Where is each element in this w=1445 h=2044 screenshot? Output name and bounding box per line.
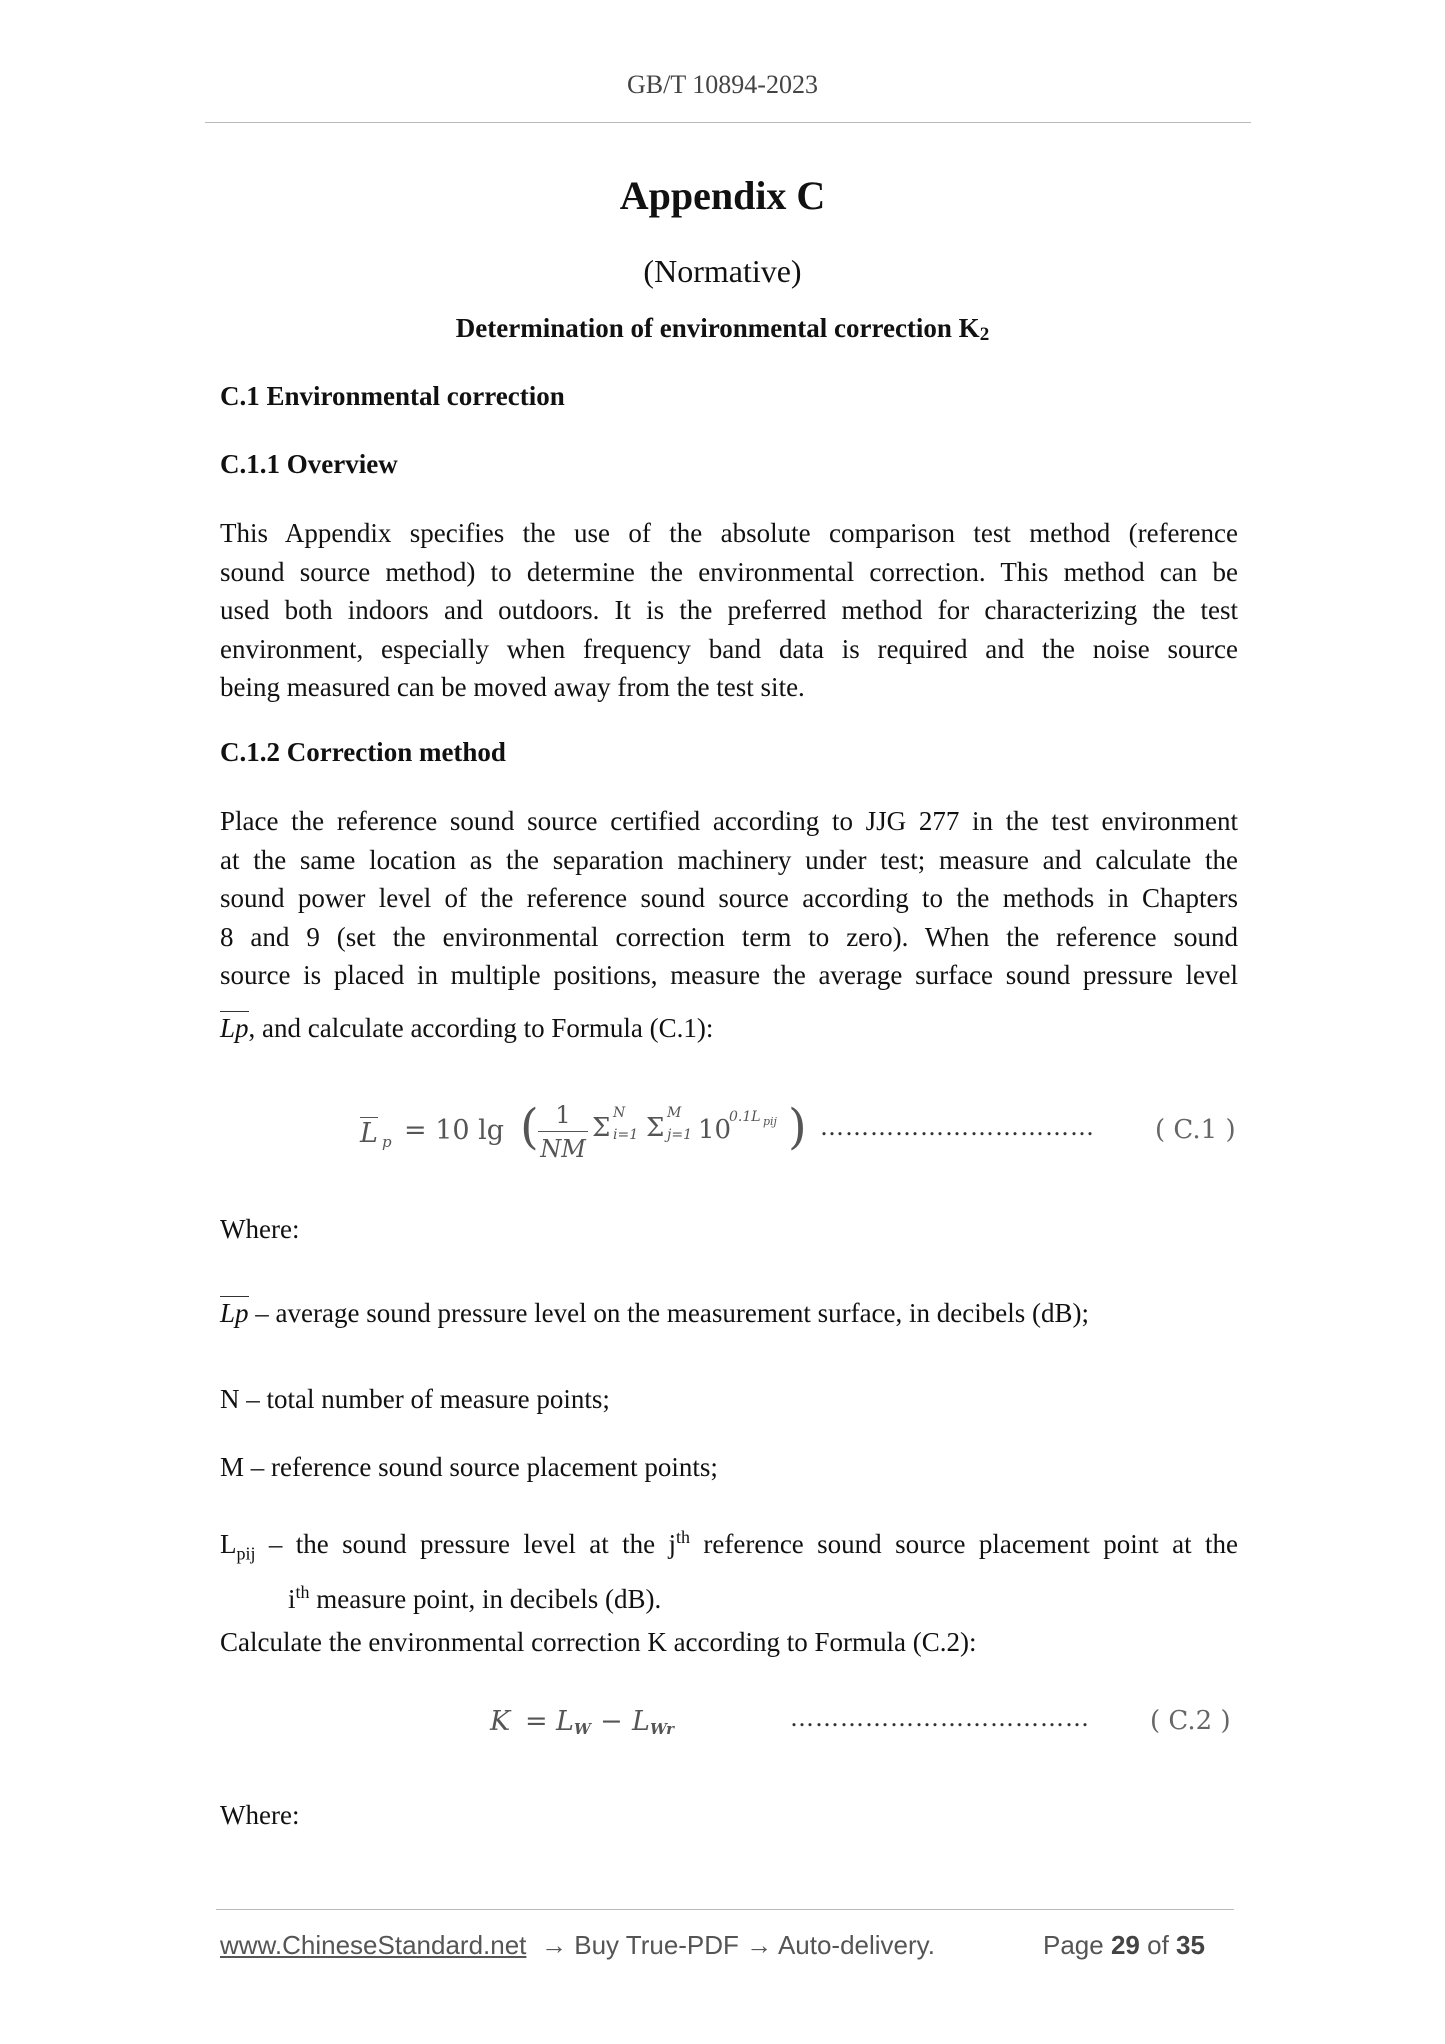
where-label-1: Where:: [220, 1214, 300, 1244]
footer-divider: [216, 1909, 1234, 1910]
header-standard-code: GB/T 10894-2023: [627, 70, 818, 99]
lp-mean-symbol: Lp: [220, 1013, 249, 1043]
appendix-type: (Normative): [643, 253, 802, 289]
formula-c1-sum1: Σ: [592, 1113, 611, 1143]
formula-c2: [490, 1698, 1240, 1758]
calc-k-text: Calculate the environmental correction K according to Formula (C.2):: [220, 1627, 977, 1657]
formula-c2-lwr-sub: Wr: [650, 1720, 675, 1738]
definition-lpij-line1: [220, 1518, 1238, 1573]
para-line: source is placed in multiple positions, measure the average surface sound pressure level: [220, 960, 1238, 990]
para-line: at the same location as the separation machinery under test; measure and calculate the: [220, 844, 1238, 875]
where-label-2: Where:: [220, 1800, 300, 1830]
formula-c2-dots: ………………………………: [790, 1704, 1090, 1732]
formula-c2-k: K: [490, 1706, 511, 1737]
formula-c1-sum2-sup: M: [667, 1105, 682, 1121]
formula-c1-frac-den: NM: [540, 1135, 586, 1163]
formula-c1-number: ( C.1 ): [1155, 1115, 1236, 1145]
appendix-subtitle-main: Determination of environmental correction K: [455, 313, 980, 343]
formula-c2-lwr: L: [632, 1706, 650, 1737]
formula-c1: [360, 1093, 1240, 1173]
formula-c2-minus: −: [600, 1706, 623, 1737]
definition-lpij-line2: [220, 1573, 1238, 1619]
section-c12-paragraph: [220, 802, 1238, 995]
definition-lp: [220, 1294, 1238, 1333]
footer-page-indicator: [1043, 1930, 1205, 1961]
definition-lpij-sub: pij: [236, 1543, 256, 1564]
definition-lp-symbol: Lp: [220, 1298, 249, 1328]
section-c1-heading: C.1 Environmental correction: [220, 381, 565, 411]
definition-lp-desc: – average sound pressure level on the measurement surface, in decibels (dB);: [255, 1298, 1089, 1328]
footer-page-label: Page: [1043, 1930, 1104, 1960]
appendix-title: Appendix C: [619, 173, 826, 218]
footer-suffix: → Buy True-PDF → Auto-delivery.: [541, 1930, 935, 1960]
formula-c1-sum1-sub: i=1: [613, 1127, 639, 1143]
definition-lpij-desc-a: – the sound pressure level at the j: [255, 1529, 676, 1559]
section-c12-heading: C.1.2 Correction method: [220, 737, 506, 767]
para-line: sound power level of the reference sound source according to the methods in Chapters: [220, 883, 1238, 913]
para-line: being measured can be moved away from the test site.: [220, 672, 805, 702]
formula-c1-frac-bar: [538, 1131, 588, 1132]
formula-c1-equals-const: = 10 lg: [404, 1115, 505, 1146]
header-divider: [205, 122, 1251, 123]
definition-lpij: [220, 1518, 1238, 1618]
definition-lpij-sup: th: [676, 1527, 691, 1547]
formula-c1-exponent-sub: pij: [763, 1115, 777, 1128]
formula-c2-eq: =: [525, 1706, 548, 1737]
formula-c1-base: 10: [698, 1115, 732, 1145]
formula-c1-frac-num: 1: [555, 1101, 571, 1129]
para-end-text: , and calculate according to Formula (C.1):: [248, 1013, 714, 1043]
appendix-subtitle-sub: 2: [979, 324, 990, 345]
section-c11-heading: C.1.1 Overview: [220, 449, 398, 479]
definition-lpij-desc-b: reference sound source placement point at the: [690, 1529, 1238, 1559]
section-c12-paragraph-end: [220, 1009, 1238, 1048]
definition-lpij-line2-a: i: [288, 1583, 296, 1614]
formula-c1-exponent: 0.1L: [729, 1109, 761, 1125]
definition-m: M – reference sound source placement points;: [220, 1452, 718, 1482]
formula-c2-number: ( C.2 ): [1150, 1706, 1231, 1736]
formula-c1-lhs: L: [360, 1118, 378, 1149]
footer-website-link[interactable]: www.ChineseStandard.net: [220, 1930, 527, 1960]
formula-c1-sum1-sup: N: [613, 1105, 626, 1121]
definition-n: N – total number of measure points;: [220, 1384, 610, 1414]
formula-c1-right-paren: ): [788, 1099, 807, 1155]
definition-lpij-line2-sup: th: [295, 1581, 310, 1602]
para-line: environment, especially when frequency band data is required and the noise source: [220, 633, 1238, 664]
para-line: Place the reference sound source certified according to JJG 277 in the test environment: [220, 806, 1238, 836]
formula-c1-lhs-sub: p: [382, 1133, 392, 1151]
formula-c2-lw-sub: W: [574, 1720, 591, 1738]
para-line: 8 and 9 (set the environmental correction term to zero). When the reference sound: [220, 921, 1238, 952]
para-line: sound source method) to determine the environmental correction. This method can be: [220, 556, 1238, 587]
formula-c1-dots: ……………………………: [820, 1113, 1095, 1141]
definition-lpij-symbol: L: [220, 1529, 237, 1559]
formula-c1-left-paren: (: [520, 1099, 539, 1155]
formula-c1-sum2: Σ: [646, 1113, 665, 1143]
footer-total-pages: 35: [1176, 1930, 1205, 1960]
footer-of-label: of: [1147, 1930, 1169, 1960]
formula-c2-lw: L: [556, 1706, 574, 1737]
formula-c1-sum2-sub: j=1: [667, 1127, 692, 1143]
para-line: This Appendix specifies the use of the absolute comparison test method (reference: [220, 518, 1238, 548]
section-c11-paragraph: [220, 514, 1238, 707]
appendix-subtitle: [0, 313, 1445, 346]
definition-lpij-line2-b: measure point, in decibels (dB).: [309, 1583, 662, 1614]
footer-page-number: 29: [1110, 1930, 1140, 1960]
para-line: used both indoors and outdoors. It is the preferred method for characterizing the test: [220, 595, 1238, 625]
